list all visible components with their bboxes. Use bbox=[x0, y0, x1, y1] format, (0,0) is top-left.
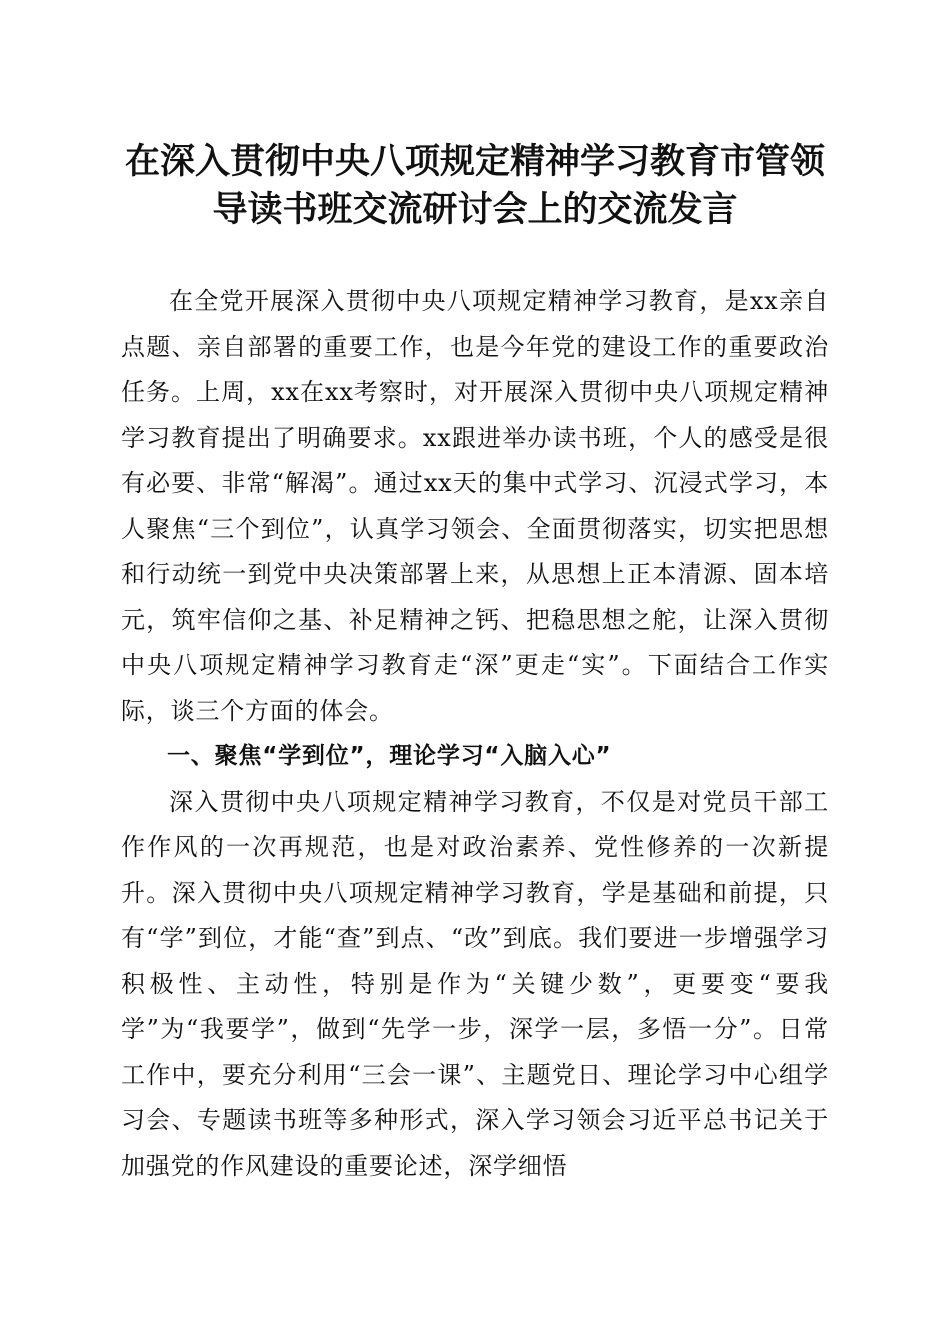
section-1-paragraph: 深入贯彻中央八项规定精神学习教育，不仅是对党员干部工作作风的一次再规范，也是对政治素养、党性修养的一次新提升。深入贯彻中央八项规定精神学习教育，学是基础和前提，只有“学”到位，才能“查”到点、“改”到底。我们要进一步增强学习积极性、主动性，特别是作为“关键少数”，更要变“要我学”为“我要学”，做到“先学一步，深学一层，多悟一分”。日常工作中，要充分利用“三会一课”、主题党日、理论学习中心组学习会、专题读书班等多种形式，深入学习领会习近平总书记关于加强党的作风建设的重要论述，深学细悟 bbox=[121, 787, 829, 1180]
section-heading-1: 一、聚焦“学到位”，理论学习“入脑入心” bbox=[167, 743, 612, 769]
document-title bbox=[100, 138, 850, 234]
title-line-1: 在深入贯彻中央八项规定精神学习教育市管领 bbox=[124, 141, 825, 182]
intro-paragraph: 在全党开展深入贯彻中央八项规定精神学习教育，是xx亲自点题、亲自部署的重要工作，也是今年党的建设工作的重要政治任务。上周，xx在xx考察时，对开展深入贯彻中央八项规定精神学习教育提出了明确要求。xx跟进举办读书班，个人的感受是很有必要、非常“解渴”。通过xx天的集中式学习、沉浸式学习，本人聚焦“三个到位”，认真学习领会、全面贯彻落实，切实把思想和行动统一到党中央决策部署上来，从思想上正本清源、固本培元，筑牢信仰之基、补足精神之钙、把稳思想之舵，让深入贯彻中央八项规定精神学习教育走“深”更走“实”。下面结合工作实际，谈三个方面的体会。 bbox=[121, 287, 829, 725]
document-body bbox=[121, 279, 829, 1189]
title-line-2: 导读书班交流研讨会上的交流发言 bbox=[212, 189, 738, 230]
